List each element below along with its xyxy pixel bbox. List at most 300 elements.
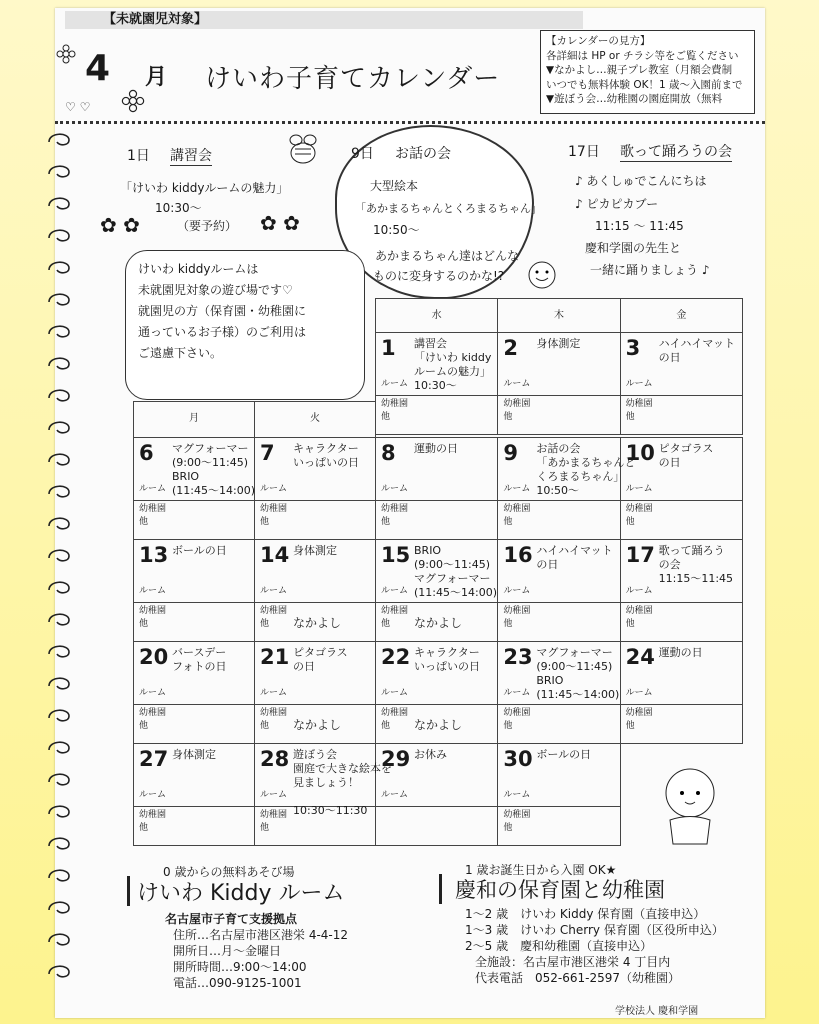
day-number: 22: [381, 645, 411, 669]
room-label: ルーム: [139, 586, 167, 596]
room-label: ルーム: [625, 484, 653, 494]
kindergarten-cell[interactable]: [134, 501, 255, 540]
event-17-line: 11:15 〜 11:45: [595, 219, 684, 233]
room-label: ルーム: [381, 484, 409, 494]
event-9-line: あかまるちゃん達はどんな: [375, 249, 520, 263]
other-text: 他: [625, 619, 635, 629]
event-9-line: 「あかまるちゃんとくろまるちゃん」: [355, 202, 542, 215]
kindergarten-cell[interactable]: [376, 603, 498, 642]
spiral-ring-icon: [47, 802, 77, 826]
calendar-day-cell[interactable]: [134, 744, 255, 807]
day-event: ピタゴラス の日: [293, 646, 348, 673]
kindergarten-cell[interactable]: [498, 603, 620, 642]
spiral-ring-icon: [47, 834, 77, 858]
kindergarten-cell[interactable]: [255, 705, 376, 744]
kindergarten-cell[interactable]: [498, 705, 620, 744]
day-event: 遊ぼう会 園庭で大きな絵本を 見ましょう！ 10:30〜11:30: [293, 748, 392, 817]
kindergarten-cell-body: [134, 603, 254, 641]
organization-name: 学校法人 慶和学園: [615, 1006, 699, 1017]
spiral-ring-icon: [47, 930, 77, 954]
spiral-ring-icon: [47, 770, 77, 794]
day-cell-body: [255, 540, 375, 602]
day-event: 身体測定: [172, 748, 216, 761]
event-17-line: ♪ ピカピカブー: [575, 197, 659, 211]
info-line: 開所日…月〜金曜日: [173, 944, 282, 958]
kindergarten-label: [503, 707, 530, 733]
kindergarten-cell[interactable]: [376, 807, 498, 846]
day-cell-body: [498, 744, 619, 806]
day-cell-body: [376, 642, 497, 704]
kindergarten-text: 幼稚園: [625, 708, 653, 718]
info-line: 1〜3 歳 けいわ Cherry 保育園（区役所申込）: [465, 923, 724, 937]
flower-icon: [55, 43, 77, 69]
day-number: 28: [260, 747, 290, 771]
day-cell-body: [134, 642, 254, 704]
day-number: 1: [381, 336, 396, 360]
day-number: 14: [260, 543, 290, 567]
room-label: ルーム: [260, 484, 288, 494]
day-number: 8: [381, 441, 396, 465]
kindergarten-label: [626, 605, 653, 631]
other-text: 他: [503, 619, 513, 629]
spiral-ring-icon: [47, 706, 77, 730]
room-label: ルーム: [139, 484, 167, 494]
day-event: 運動の日: [658, 646, 703, 659]
kindergarten-label: [503, 809, 530, 835]
kiddy-room-info: [165, 911, 348, 991]
divider-bar: [127, 876, 130, 906]
day-cell-body: [376, 540, 497, 602]
day-header-mon: 月: [134, 402, 255, 438]
spiral-ring-icon: [47, 610, 77, 634]
room-label: ルーム: [381, 379, 409, 389]
day-number: 6: [139, 441, 154, 465]
calendar-day-cell[interactable]: [376, 438, 498, 501]
day-number: 3: [625, 336, 641, 360]
day-event: バースデー フォトの日: [172, 646, 227, 673]
day-number: 20: [139, 645, 169, 669]
calendar-day-cell[interactable]: [498, 540, 620, 603]
kindergarten-label: [139, 605, 166, 631]
day-header-wed: 水: [376, 299, 498, 333]
day-cell-body: [498, 333, 619, 395]
other-text: 他: [260, 823, 270, 833]
spiral-ring-icon: [47, 290, 77, 314]
event-17-line: 慶和学園の先生と: [585, 241, 682, 255]
kindergarten-label: [381, 605, 408, 631]
notice-line: けいわ kiddyルームは: [138, 262, 259, 276]
kindergarten-cell-body: [498, 705, 619, 743]
kindergarten-cell[interactable]: [255, 807, 376, 846]
other-text: 他: [625, 412, 635, 422]
kindergarten-label: [381, 503, 408, 529]
hearts-icon: ♡ ♡: [65, 100, 91, 114]
event-17-date: 17日: [568, 144, 600, 160]
kindergarten-text: 幼稚園: [381, 606, 409, 616]
other-text: 他: [260, 517, 270, 527]
kindergarten-label: [260, 605, 287, 631]
kindergarten-label: [139, 503, 166, 529]
calendar-day-cell[interactable]: [620, 438, 742, 501]
kindergarten-label: [260, 809, 287, 835]
notice-line: 未就園児対象の遊び場です♡: [138, 283, 293, 297]
other-text: 他: [139, 721, 149, 731]
spiral-ring-icon: [47, 258, 77, 282]
room-label: ルーム: [260, 688, 288, 698]
calendar-day-cell[interactable]: [498, 333, 620, 396]
day-header-thu: 木: [498, 299, 620, 333]
day-number: 30: [503, 747, 533, 771]
kindergarten-text: 幼稚園: [625, 399, 653, 409]
day-event: ボールの日: [536, 748, 592, 761]
day-event: ピタゴラス の日: [658, 442, 714, 469]
baby-illustration: [645, 758, 735, 852]
kindergarten-label: [503, 605, 530, 631]
spiral-ring-icon: [47, 898, 77, 922]
day-number: 29: [381, 747, 411, 771]
spiral-ring-icon: [47, 578, 77, 602]
calendar-day-cell[interactable]: [498, 744, 620, 807]
day-cell-body: [498, 438, 636, 500]
kindergarten-cell-body: [255, 603, 375, 641]
info-line: 2〜5 歳 慶和幼稚園（直接申込）: [465, 939, 653, 953]
day-number: 15: [381, 543, 411, 567]
day-number: 16: [503, 543, 533, 567]
room-label: ルーム: [260, 790, 288, 800]
calendar-day-cell[interactable]: [376, 642, 498, 705]
day-event: お話の会 「あかまるちゃんと くろまるちゃん」 10:50〜: [536, 442, 636, 497]
kindergarten-cell[interactable]: [134, 603, 255, 642]
day-cell-body: [134, 540, 254, 602]
day-event: マグフォーマー (9:00〜11:45) BRIO (11:45〜14:00): [172, 442, 255, 497]
event-17-title: 歌って踊ろうの会: [620, 141, 732, 162]
kindergarten-cell-body: [621, 501, 742, 539]
kindergarten-text: 幼稚園: [139, 810, 167, 820]
week-row: [134, 642, 743, 705]
school-subtitle: 1 歳お誕生日から入園 OK★: [465, 863, 617, 877]
kindergarten-text: 幼稚園: [139, 708, 167, 718]
other-text: 他: [381, 517, 391, 527]
calendar-day-cell[interactable]: [620, 540, 742, 603]
kindergarten-cell[interactable]: [376, 501, 498, 540]
kindergarten-cell[interactable]: [620, 705, 742, 744]
other-text: 他: [625, 721, 635, 731]
day-event: 講習会 「けいわ kiddy ルームの魅力」 10:30〜: [414, 337, 492, 392]
legend-line: ▼遊ぼう会…幼稚園の園庭開放（無料: [546, 93, 723, 105]
kindergarten-cell-body: [376, 501, 497, 539]
day-event: 身体測定: [293, 544, 337, 557]
calendar-day-cell[interactable]: [620, 333, 742, 396]
kindergarten-cell-body: [621, 705, 742, 743]
day-event: BRIO (9:00〜11:45) マグフォーマー (11:45〜14:00): [414, 544, 497, 599]
target-tag: 【未就園児対象】: [65, 11, 583, 29]
spiral-ring-icon: [47, 514, 77, 538]
kindergarten-cell-body: [498, 807, 619, 845]
day-number: 10: [625, 441, 655, 465]
day-cell-body: [255, 642, 375, 704]
school-info: [465, 906, 724, 986]
day-cell-body: [621, 540, 742, 602]
day-cell-body: [134, 438, 254, 500]
event-1-date: 1日: [127, 148, 150, 164]
kindergarten-text: 幼稚園: [139, 606, 167, 616]
kindergarten-cell-body: [134, 807, 254, 845]
info-line: 電話…090-9125-1001: [173, 976, 302, 990]
kindergarten-text: 幼稚園: [260, 708, 288, 718]
kindergarten-label: [139, 809, 166, 835]
kindergarten-text: 幼稚園: [381, 504, 409, 514]
day-number: 24: [625, 645, 655, 669]
kindergarten-text: 幼稚園: [503, 399, 531, 409]
day-header-fri: 金: [620, 299, 742, 333]
room-label: ルーム: [139, 688, 167, 698]
notice-line: 通っているお子様）のご利用は: [138, 325, 307, 339]
info-line: 代表電話 052-661-2597（幼稚園）: [475, 971, 681, 985]
room-label: ルーム: [381, 688, 409, 698]
day-cell-body: [498, 642, 619, 704]
kindergarten-label: [626, 707, 653, 733]
kindergarten-label: [381, 707, 408, 733]
room-label: ルーム: [503, 379, 531, 389]
kindergarten-cell[interactable]: [498, 501, 620, 540]
month-unit: 月: [145, 65, 168, 90]
other-text: 他: [381, 721, 391, 731]
calendar-day-cell[interactable]: [498, 438, 636, 501]
room-label: ルーム: [260, 586, 288, 596]
other-text: 他: [260, 619, 270, 629]
kindergarten-label: [139, 707, 166, 733]
kindergarten-text: 幼稚園: [503, 708, 531, 718]
spiral-ring-icon: [47, 354, 77, 378]
kindergarten-text: 幼稚園: [260, 810, 288, 820]
calendar-day-cell[interactable]: [498, 642, 620, 705]
kindergarten-cell-body: [376, 603, 497, 641]
event-17-line: 一緒に踊りましょう ♪: [590, 263, 710, 277]
kindergarten-event: なかよし: [293, 616, 342, 630]
kindergarten-cell[interactable]: [255, 603, 376, 642]
week-row: [134, 438, 743, 501]
kindergarten-label: [260, 503, 287, 529]
spiral-ring-icon: [47, 738, 77, 762]
room-label: ルーム: [625, 379, 653, 389]
day-number: 2: [503, 336, 518, 360]
day-event: 運動の日: [414, 442, 458, 455]
legend-title: 【カレンダーの見方】: [546, 35, 651, 47]
notice-bubble: [125, 250, 365, 400]
day-cell-body: [255, 438, 375, 500]
legend-line: 各詳細は HP or チラシ等をご覧ください: [546, 49, 739, 62]
day-event: ボールの日: [172, 544, 227, 557]
kindergarten-event: なかよし: [293, 718, 342, 732]
kindergarten-label: [626, 503, 653, 529]
kindergarten-text: 幼稚園: [625, 504, 653, 514]
event-1-title: 講習会: [170, 145, 212, 166]
day-event: ハイハイマット の日: [536, 544, 613, 571]
kindergarten-cell-body: [376, 807, 497, 845]
spiral-ring-icon: [47, 226, 77, 250]
other-text: 他: [503, 721, 513, 731]
tulip-icon: ✿ ✿: [260, 211, 300, 235]
room-label: ルーム: [139, 790, 167, 800]
room-label: ルーム: [625, 586, 653, 596]
day-cell-body: [376, 333, 497, 395]
kindergarten-event: なかよし: [414, 616, 463, 630]
event-9-line: 大型絵本: [370, 179, 419, 193]
other-text: 他: [139, 823, 149, 833]
kindergarten-cell[interactable]: [498, 807, 620, 846]
calendar-sheet: [55, 8, 765, 1018]
kindergarten-text: 幼稚園: [503, 810, 531, 820]
kindergarten-cell-body: [498, 603, 619, 641]
spiral-ring-icon: [47, 962, 77, 986]
day-cell-body: [621, 333, 742, 395]
school-name: 慶和の保育園と幼稚園: [455, 878, 665, 902]
other-text: 他: [503, 517, 513, 527]
room-label: ルーム: [503, 790, 531, 800]
day-number: 23: [503, 645, 533, 669]
day-cell-body: [376, 438, 497, 500]
spiral-ring-icon: [47, 194, 77, 218]
event-9-date: 9日: [351, 146, 374, 162]
kindergarten-cell-body: [621, 603, 742, 641]
event-9-title: お話の会: [395, 146, 451, 162]
page-title: けいわ子育てカレンダー: [205, 64, 501, 94]
day-event: キャラクター いっぱいの日: [414, 646, 480, 673]
spiral-ring-icon: [47, 674, 77, 698]
spiral-ring-icon: [47, 418, 77, 442]
room-label: ルーム: [503, 688, 531, 698]
room-label: ルーム: [381, 586, 409, 596]
other-text: 他: [260, 721, 270, 731]
kindergarten-cell-body: [134, 501, 254, 539]
kindergarten-cell[interactable]: [134, 807, 255, 846]
calendar-day-cell[interactable]: [376, 540, 498, 603]
divider-bar: [439, 874, 442, 904]
kiddy-room-name: けいわ Kiddy ルーム: [137, 881, 345, 906]
kiddy-room-subtitle: 0 歳からの無料あそび場: [163, 865, 295, 879]
event-1-line: 「けいわ kiddyルームの魅力」: [120, 181, 289, 195]
info-line: 全施設：名古屋市港区港栄 4 丁目内: [475, 955, 671, 969]
kindergarten-text: 幼稚園: [260, 606, 288, 616]
kindergarten-label: [260, 707, 287, 733]
room-label: ルーム: [625, 688, 653, 698]
day-cell-body: [621, 642, 742, 704]
other-text: 他: [503, 412, 513, 422]
spiral-ring-icon: [47, 386, 77, 410]
day-number: 7: [260, 441, 275, 465]
other-text: 他: [139, 517, 149, 527]
week-row: [134, 540, 743, 603]
spiral-ring-icon: [47, 130, 77, 154]
week-row-kindergarten: [134, 501, 743, 540]
kindergarten-text: 幼稚園: [381, 708, 409, 718]
calendar-day-cell[interactable]: [134, 642, 255, 705]
calendar-day-cell[interactable]: [134, 438, 255, 501]
kindergarten-text: 幼稚園: [503, 606, 531, 616]
notice-line: ご遠慮下さい。: [138, 346, 223, 360]
kindergarten-cell[interactable]: [620, 603, 742, 642]
day-event: お休み: [414, 748, 447, 761]
kindergarten-cell[interactable]: [134, 705, 255, 744]
dotted-divider: [55, 121, 765, 124]
day-event: ハイハイマット の日: [658, 337, 735, 364]
month-number: 4: [85, 48, 111, 89]
event-1-line: 10:30〜: [155, 201, 202, 215]
kindergarten-cell[interactable]: [376, 705, 498, 744]
bee-icon: [283, 133, 323, 172]
spiral-ring-icon: [47, 642, 77, 666]
event-1-line: （要予約）: [177, 219, 238, 233]
kindergarten-label: [503, 503, 530, 529]
kindergarten-cell-body: [498, 501, 619, 539]
event-9-line: ものに変身するのかな!?: [373, 269, 505, 283]
legend-line: いつでも無料体験 OK！1 歳〜入園前まで: [546, 78, 743, 91]
kindergarten-cell[interactable]: [620, 501, 742, 540]
calendar-day-cell[interactable]: [255, 438, 376, 501]
calendar-day-cell[interactable]: [376, 744, 498, 807]
kindergarten-text: 幼稚園: [625, 606, 653, 616]
day-header-tue: 火: [255, 402, 376, 438]
event-9-line: 10:50〜: [373, 223, 420, 237]
day-cell-body: [134, 744, 254, 806]
info-line: 1〜2 歳 けいわ Kiddy 保育園（直接申込）: [465, 907, 706, 921]
day-number: 21: [260, 645, 290, 669]
kindergarten-event: なかよし: [414, 718, 463, 732]
kindergarten-text: 幼稚園: [381, 399, 409, 409]
day-cell-body: [498, 540, 619, 602]
other-text: 他: [503, 823, 513, 833]
calendar-day-cell[interactable]: [255, 642, 376, 705]
kindergarten-cell[interactable]: [255, 501, 376, 540]
day-event: キャラクター いっぱいの日: [293, 442, 359, 469]
day-number: 27: [139, 747, 169, 771]
week-row-kindergarten: [134, 603, 743, 642]
kindergarten-cell-body: [376, 705, 497, 743]
day-event: マグフォーマー (9:00〜11:45) BRIO (11:45〜14:00): [536, 646, 620, 701]
kindergarten-cell-body: [255, 705, 375, 743]
kindergarten-cell-body: [255, 807, 375, 845]
spiral-ring-icon: [47, 450, 77, 474]
other-text: 他: [381, 619, 391, 629]
kindergarten-text: 幼稚園: [503, 504, 531, 514]
tulip-icon: ✿ ✿: [100, 213, 140, 237]
spiral-ring-icon: [47, 546, 77, 570]
other-text: 他: [139, 619, 149, 629]
calendar-day-cell[interactable]: [255, 540, 376, 603]
info-line: 開所時間…9:00〜14:00: [173, 960, 307, 974]
calendar-day-cell[interactable]: [134, 540, 255, 603]
kindergarten-text: 幼稚園: [139, 504, 167, 514]
kindergarten-cell-body: [134, 705, 254, 743]
week-row-kindergarten: [134, 705, 743, 744]
calendar-day-cell[interactable]: [376, 333, 498, 396]
day-cell-body: [376, 744, 497, 806]
face-icon: [525, 258, 559, 296]
event-17-line: ♪ あくしゅでこんにちは: [575, 174, 707, 188]
day-cell-body: [621, 438, 742, 500]
other-text: 他: [381, 412, 391, 422]
day-event: 身体測定: [536, 337, 581, 350]
room-label: ルーム: [381, 790, 409, 800]
room-label: ルーム: [503, 484, 531, 494]
day-number: 13: [139, 543, 169, 567]
calendar-day-cell[interactable]: [620, 642, 742, 705]
day-number: 9: [503, 441, 518, 465]
other-text: 他: [625, 517, 635, 527]
info-line: 住所…名古屋市港区港栄 4-4-12: [173, 928, 349, 942]
day-event: 歌って踊ろう の会 11:15〜11:45: [658, 544, 734, 585]
spiral-ring-icon: [47, 162, 77, 186]
